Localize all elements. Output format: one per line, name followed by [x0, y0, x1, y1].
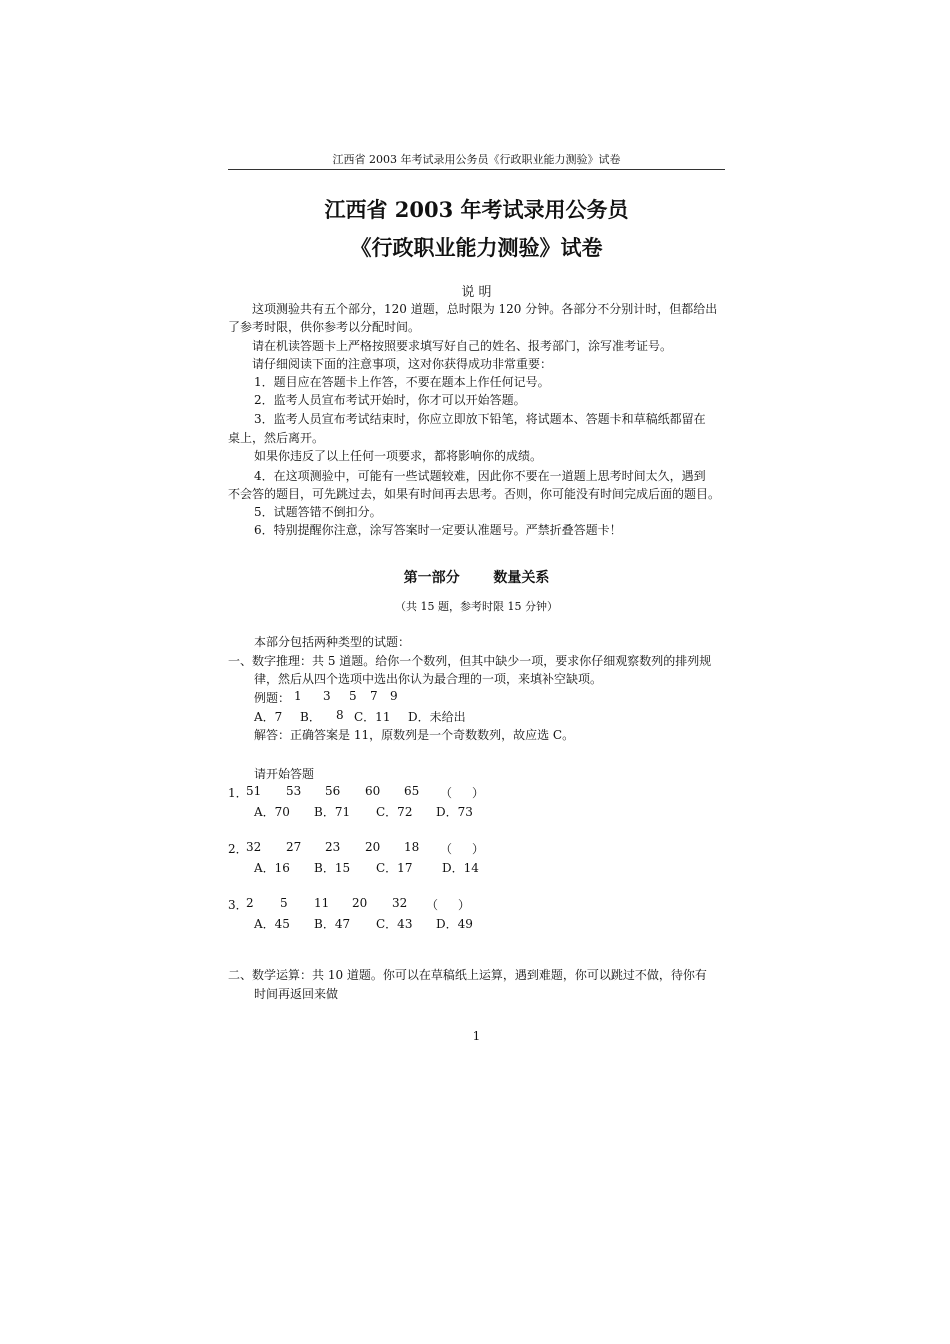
example-term: 3	[323, 689, 331, 703]
sequence-term: 56	[325, 784, 341, 798]
part1-subtitle: （共 15 题，参考时限 15 分钟）	[395, 600, 558, 613]
example-option: 8	[336, 708, 344, 722]
instructions-heading: 说 明	[461, 285, 492, 300]
blank-close-paren: ）	[458, 898, 471, 912]
instruction-line: 5．试题答错不倒扣分。	[254, 505, 382, 519]
sequence-term: 32	[246, 840, 262, 854]
question-number: 3．	[228, 898, 248, 912]
answer-option: C．72	[376, 805, 413, 819]
part1-title	[228, 567, 725, 587]
instruction-line: 不会答的题目，可先跳过去，如果有时间再去思考。否则，你可能没有时间完成后面的题目。	[228, 487, 721, 501]
part1-title-number: 第一部分	[403, 570, 460, 586]
blank-close-paren: ）	[472, 842, 485, 856]
answer-option: A．16	[254, 861, 290, 875]
example-sequence	[0, 689, 950, 707]
example-term: 1	[294, 689, 302, 703]
instruction-line: 4．在这项测验中，可能有一些试题较难，因此你不要在一道题上思考时间太久，遇到	[254, 469, 706, 483]
example-answer: 解答：正确答案是 11，原数列是一个奇数数列，故应选 C。	[254, 728, 575, 742]
sequence-term: 27	[286, 840, 302, 854]
question-number: 2．	[228, 842, 248, 856]
document-title-line2: 《行政职业能力测验》试卷	[350, 235, 603, 260]
type1-description-line2: 律，然后从四个选项中选出你认为最合理的一项，来填补空缺项。	[254, 672, 603, 686]
sequence-term: 65	[404, 784, 420, 798]
question-2-options	[0, 859, 950, 877]
header-rule	[228, 169, 725, 170]
example-options	[0, 708, 950, 726]
answer-option: C．17	[376, 861, 413, 875]
instruction-line: 请仔细阅读下面的注意事项，这对你获得成功非常重要：	[252, 357, 553, 371]
instruction-line: 6．特别提醒你注意，涂写答案时一定要认准题号。严禁折叠答题卡！	[254, 523, 622, 537]
instruction-line: 如果你违反了以上任何一项要求，都将影响你的成绩。	[254, 449, 543, 463]
question-1-terms	[0, 784, 950, 802]
example-option: B．	[300, 710, 321, 724]
answer-option: D．49	[436, 917, 473, 931]
answer-option: A．45	[254, 917, 290, 931]
sequence-term: 60	[365, 784, 381, 798]
part1-title-name: 数量关系	[493, 570, 550, 586]
example-option: C．11	[354, 710, 391, 724]
instruction-line: 1．题目应在答题卡上作答，不要在题本上作任何记号。	[254, 375, 550, 389]
sequence-term: 2	[246, 896, 254, 910]
example-term: 9	[390, 689, 398, 703]
sequence-term: 18	[404, 840, 420, 854]
blank-open-paren: （	[440, 786, 453, 800]
sequence-term: 5	[280, 896, 288, 910]
sequence-term: 11	[314, 896, 330, 910]
sequence-term: 51	[246, 784, 262, 798]
part1-intro: 本部分包括两种类型的试题：	[254, 635, 411, 649]
answer-option: D．73	[436, 805, 473, 819]
instruction-line: 了参考时限，供你参考以分配时间。	[228, 320, 421, 334]
example-label: 例题：	[254, 691, 291, 705]
question-3-options	[0, 915, 950, 933]
document-title-line1: 江西省 2003 年考试录用公务员	[324, 197, 629, 222]
type2-description-line2: 时间再返回来做	[254, 987, 339, 1001]
example-term: 5	[349, 689, 357, 703]
example-option: D．未给出	[408, 710, 466, 724]
question-2-terms	[0, 840, 950, 858]
answer-option: A．70	[254, 805, 290, 819]
instruction-line: 这项测验共有五个部分，120 道题，总时限为 120 分钟。各部分不分别计时，但都给出	[252, 302, 718, 316]
answer-option: D．14	[442, 861, 479, 875]
sequence-term: 53	[286, 784, 302, 798]
start-answering-label: 请开始答题	[254, 767, 315, 781]
example-option: A．7	[254, 710, 283, 724]
sequence-term: 20	[352, 896, 368, 910]
page-number: 1	[472, 1029, 481, 1043]
running-header: 江西省 2003 年考试录用公务员《行政职业能力测验》试卷	[332, 153, 621, 166]
answer-option: B．15	[314, 861, 351, 875]
type1-description-line1: 一、数字推理：共 5 道题。给你一个数列，但其中缺少一项，要求你仔细观察数列的排列规	[228, 654, 712, 668]
question-3-terms	[0, 896, 950, 914]
question-number: 1．	[228, 786, 248, 800]
sequence-term: 20	[365, 840, 381, 854]
instruction-line: 2．监考人员宣布考试开始时，你才可以开始答题。	[254, 393, 526, 407]
example-term: 7	[370, 689, 378, 703]
blank-close-paren: ）	[472, 786, 485, 800]
sequence-term: 32	[392, 896, 408, 910]
blank-open-paren: （	[440, 842, 453, 856]
sequence-term: 23	[325, 840, 341, 854]
instruction-line: 桌上，然后离开。	[228, 431, 325, 445]
answer-option: B．71	[314, 805, 351, 819]
question-1-options	[0, 803, 950, 821]
blank-open-paren: （	[426, 898, 439, 912]
instruction-line: 请在机读答题卡上严格按照要求填写好自己的姓名、报考部门，涂写准考证号。	[252, 339, 673, 353]
instruction-line: 3．监考人员宣布考试结束时，你应立即放下铅笔，将试题本、答题卡和草稿纸都留在	[254, 412, 706, 426]
answer-option: B．47	[314, 917, 351, 931]
type2-description-line1: 二、数学运算：共 10 道题。你可以在草稿纸上运算，遇到难题，你可以跳过不做，待你有	[228, 968, 707, 982]
answer-option: C．43	[376, 917, 413, 931]
